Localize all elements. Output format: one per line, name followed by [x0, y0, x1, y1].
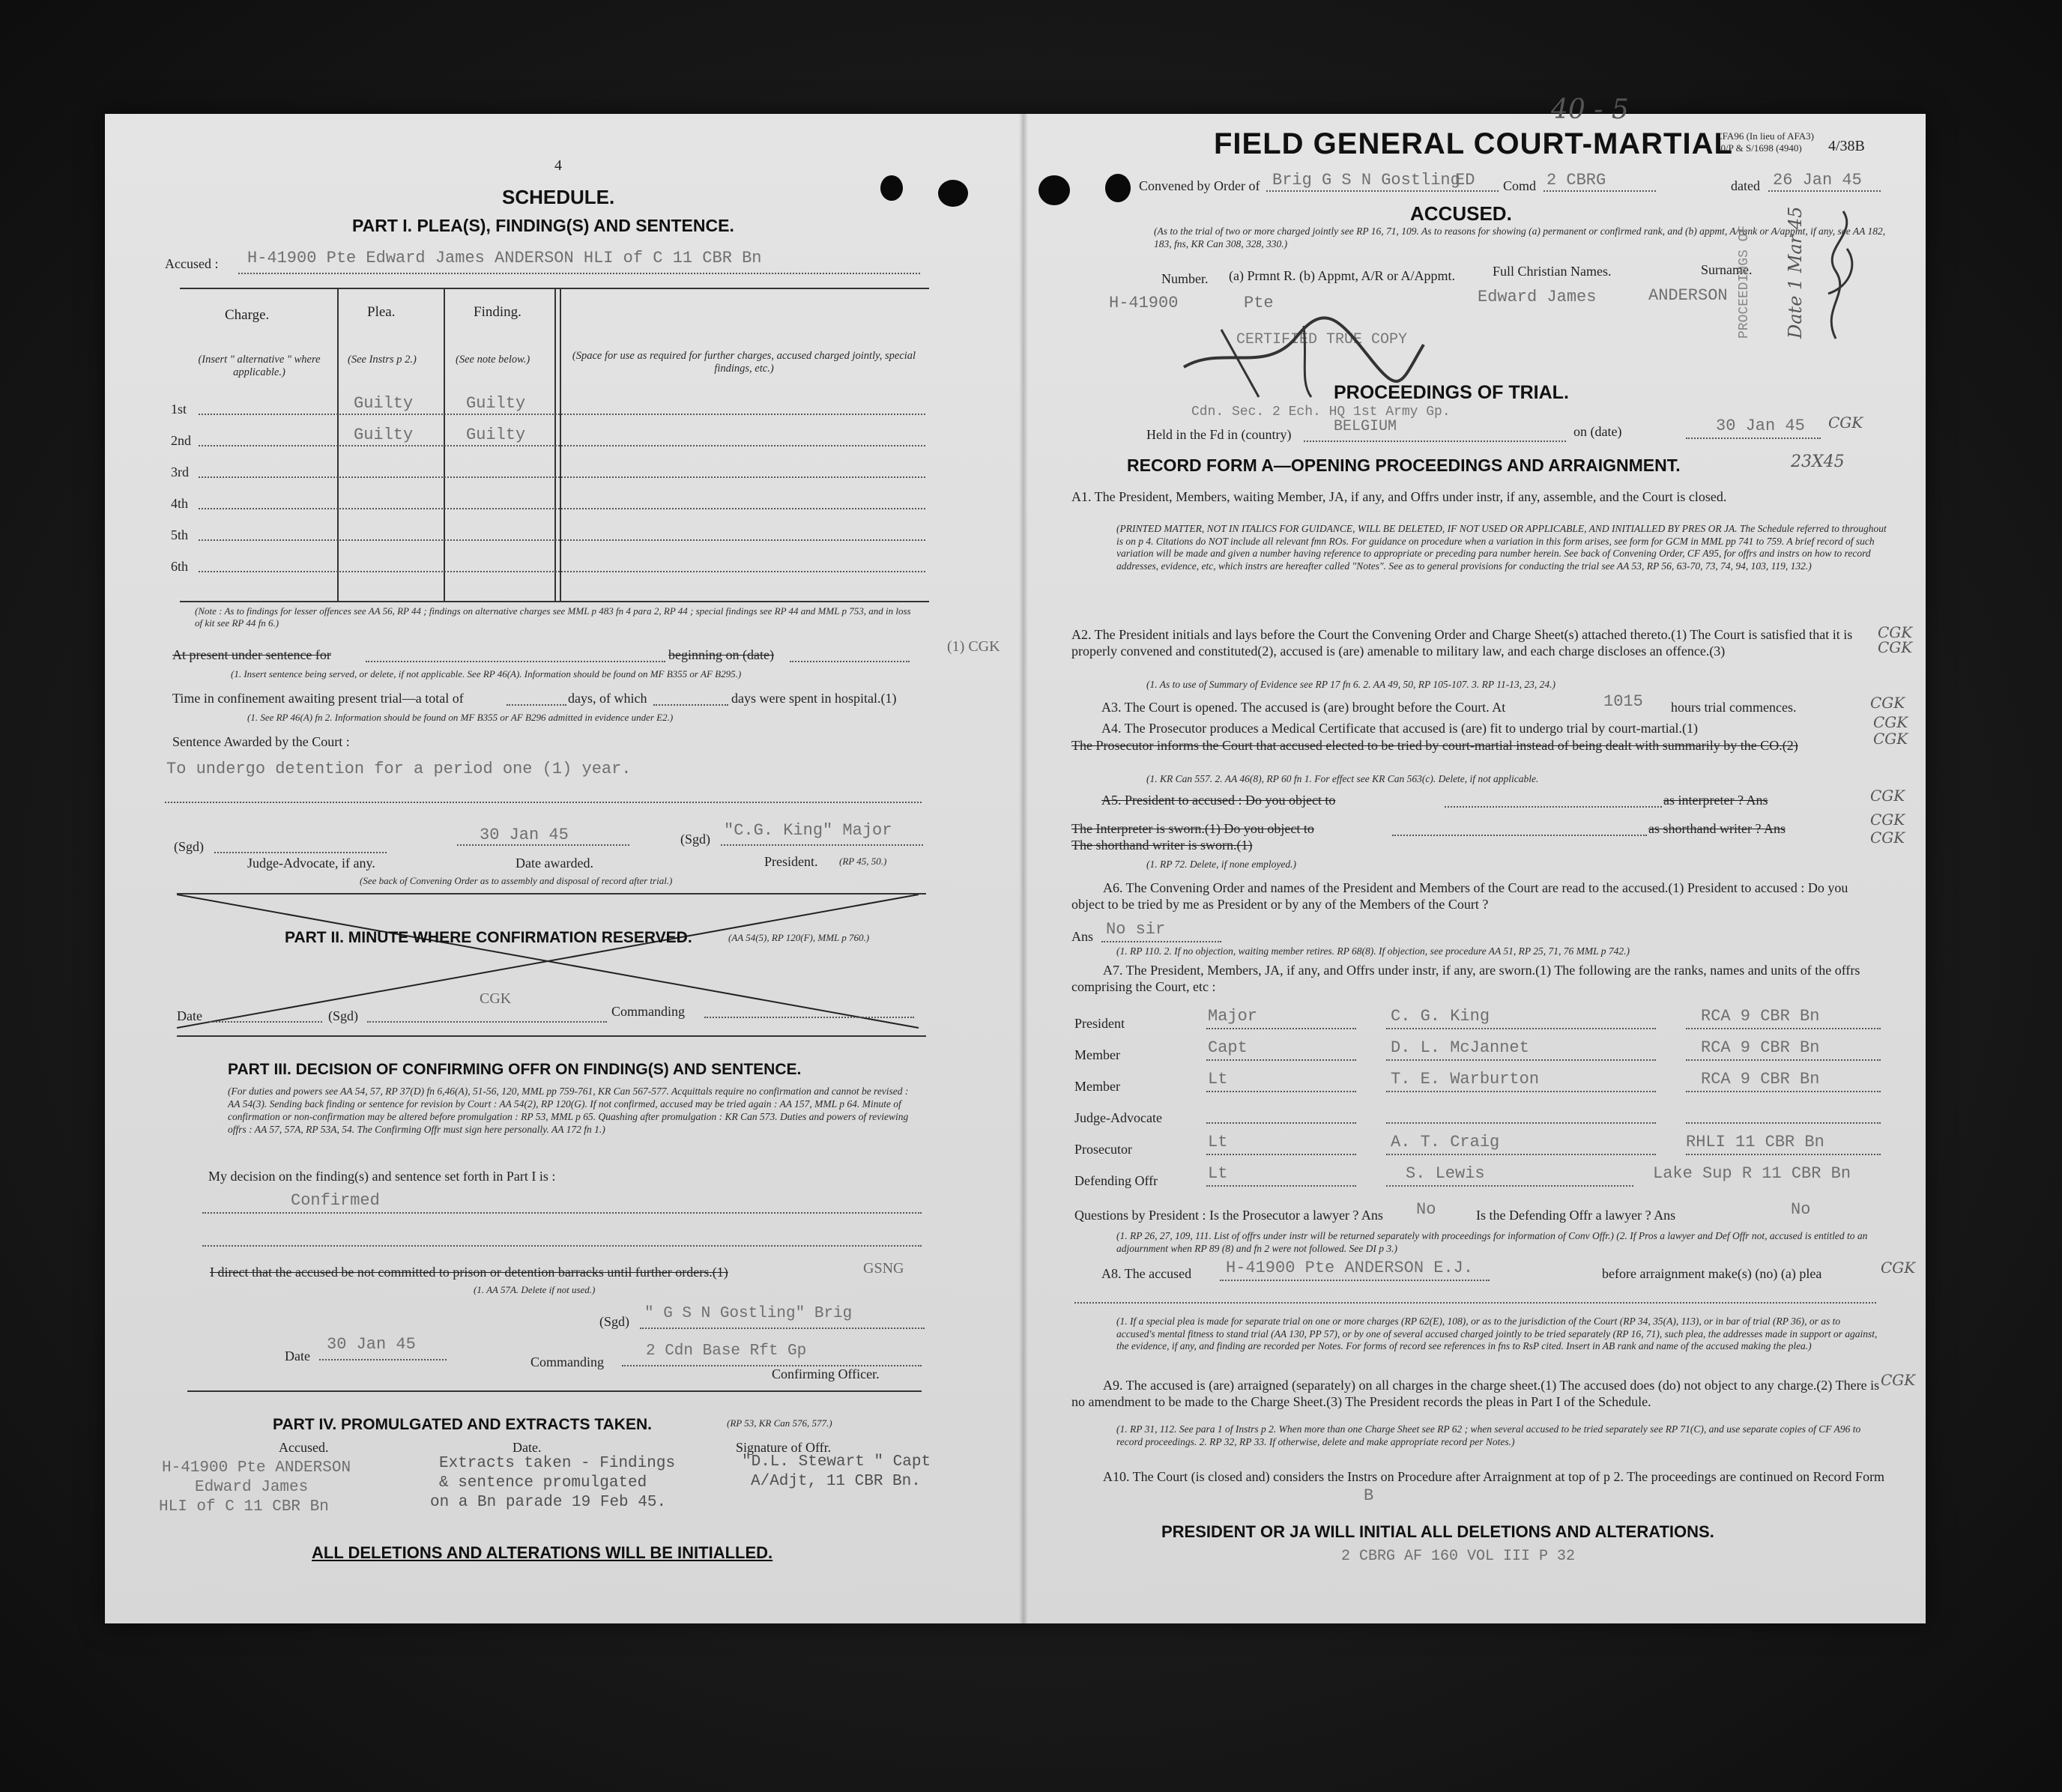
part2-date-line: [210, 1021, 322, 1023]
bottom-ref: 2 CBRG AF 160 VOL III P 32: [1341, 1548, 1576, 1565]
conf-sgd: (Sgd): [599, 1314, 629, 1329]
record-a-handwritten: 23X45: [1791, 452, 1845, 471]
questions-note: (1. RP 26, 27, 109, 111. List of offrs under instr will be returned separately with proceedings for information of Conv Offr.) (2. If Pros a lawyer and Def Offr not, accused is entitled to an adjournment when RP 89 (8) and fn 2 were not followed. See DI p 3.): [1116, 1230, 1868, 1254]
confirming-officer: Confirming Officer.: [772, 1366, 880, 1381]
side-stamp: PROCEEDINGS OF: [1737, 225, 1752, 339]
rank-value: Pte: [1244, 294, 1274, 312]
record-a-title: RECORD FORM A—OPENING PROCEEDINGS AND ARRAIGNMENT.: [1127, 455, 1681, 475]
on-dates-initials: CGK: [1828, 414, 1863, 432]
side-date: Date 1 Mar 45: [1785, 206, 1806, 339]
ja-if-any: Judge-Advocate, if any.: [247, 856, 375, 871]
court-line: [1206, 1059, 1356, 1061]
present-sentence: At present under sentence for: [172, 647, 331, 662]
p4-signature-line: "D.L. Stewart " Capt: [742, 1453, 931, 1471]
court-name: C. G. King: [1391, 1007, 1490, 1026]
table-col-divider: [554, 288, 556, 601]
p4-col-date: Date.: [513, 1440, 542, 1455]
col-plea-note: (See Instrs p 2.): [348, 354, 417, 366]
direct-note: (1. AA 57A. Delete if not used.): [474, 1284, 596, 1295]
para-a5-3: The shorthand writer is sworn.(1): [1071, 838, 1253, 853]
row-label: 4th: [171, 496, 189, 511]
conf-date: 30 Jan 45: [327, 1335, 416, 1354]
president-ref: (RP 45, 50.): [839, 856, 887, 867]
court-name: A. T. Craig: [1391, 1133, 1500, 1151]
court-rank: Capt: [1208, 1038, 1248, 1057]
form-code: 4/38B: [1828, 138, 1865, 154]
a2-initials: CGK: [1878, 623, 1913, 641]
part2-sgd: (Sgd): [328, 1008, 358, 1023]
a4-initials: CGK: [1873, 713, 1908, 731]
ink-blot: [880, 175, 903, 201]
table-bottom-line: [180, 601, 929, 602]
days-hospital: days were spent in hospital.(1): [731, 691, 897, 706]
present-sentence-line: [366, 661, 665, 662]
a8-value: H-41900 Pte ANDERSON E.J.: [1226, 1259, 1474, 1277]
row-finding: Guilty: [466, 426, 526, 444]
col-space-note: (Space for use as required for further charges, accused charged jointly, special findings, etc.): [572, 350, 916, 375]
ink-blot: [1038, 175, 1070, 205]
on-dates-label: on (date): [1573, 424, 1622, 439]
court-unit: RHLI 11 CBR Bn: [1686, 1133, 1824, 1151]
insert-sentence-note: (1. Insert sentence being served, or delete, if not applicable. See RP 46(A). Information should be found on MF B355 or AF B295.): [231, 668, 742, 679]
certified-sub: Cdn. Sec. 2 Ech. HQ 1st Army Gp.: [1191, 405, 1451, 420]
a6-ans-label: Ans: [1071, 929, 1094, 944]
court-role: Member: [1074, 1079, 1120, 1094]
row-label: 3rd: [171, 464, 189, 479]
court-line: [1686, 1059, 1881, 1061]
accused-title: ACCUSED.: [1410, 202, 1512, 225]
comd-value: 2 CBRG: [1546, 171, 1606, 190]
form-ref: CFA96 (In lieu of AFA3) 40/P & S/1698 (4940): [1716, 130, 1814, 154]
p4-accused-line: Edward James: [195, 1479, 309, 1496]
a9-initials: CGK: [1881, 1371, 1916, 1389]
president-sign-line: [721, 844, 923, 846]
accused-label: Accused :: [165, 256, 219, 271]
ink-blot: [938, 180, 968, 207]
para-a2: A2. The President initials and lays before the Court the Convening Order and Charge Sheet(s) attached thereto.(1) The Court is satisfied that it is properly convened and constituted(2), accused is (are) amenable to military law, and each charge discloses an offence.(3): [1071, 627, 1853, 659]
number-label: Number.: [1161, 271, 1209, 286]
para-a5-1b: as interpreter ? Ans: [1663, 793, 1768, 808]
table-col-divider: [337, 288, 339, 601]
court-role: Judge-Advocate: [1074, 1110, 1162, 1125]
date-awarded-value: 30 Jan 45: [480, 826, 569, 844]
part1-title: PART I. PLEA(S), FINDING(S) AND SENTENCE.: [352, 216, 734, 235]
a3-end: hours trial commences.: [1671, 700, 1797, 715]
a2-note: (1. As to use of Summary of Evidence see RP 17 fn 6. 2. AA 49, 50, RP 105-107. 3. RP 11-13, 23, 24.): [1146, 679, 1556, 690]
table-col-divider: [560, 288, 561, 601]
sgd-president: (Sgd): [680, 832, 710, 847]
a8-initials: CGK: [1881, 1259, 1916, 1277]
document-sheet: [105, 94, 1926, 1623]
part2-cross-out: [177, 895, 926, 1029]
p4-col-accused: Accused.: [279, 1440, 329, 1455]
col-finding: Finding.: [474, 304, 521, 320]
convened-label: Convened by Order of: [1139, 178, 1260, 193]
para-a4: A4. The Prosecutor produces a Medical Certificate that accused is (are) fit to undergo trial by court-martial.(1): [1101, 721, 1699, 736]
decision-line: [202, 1212, 922, 1214]
confirming-signature: " G S N Gostling" Brig: [644, 1305, 853, 1322]
p4-col-signature: Signature of Offr.: [736, 1440, 832, 1455]
a8-note: (1. If a special plea is made for separate trial on one or more charges (RP 62(E), 108), or as to the jurisdiction of the Court (RP 34, 35(A), 113), or in bar of trial (RP 36), or as to accused's mental fitness to stand trial (AA 130, PP 57), or by one of several accused charged jointly to be tried separately (RP 16, 71), such plea, the addresses made in support or against, the evidence, if any, and finding are recorded per Notes. For forms of record see references in fns to RsP cited. Insert in AB rank and name of the accused making the plea.): [1116, 1316, 1878, 1351]
court-line: [1206, 1028, 1356, 1029]
court-line: [1386, 1185, 1633, 1187]
court-unit: RCA 9 CBR Bn: [1701, 1070, 1820, 1089]
part2-ref: (AA 54(5), RP 120(F), MML p 760.): [728, 932, 870, 943]
row-label: 6th: [171, 559, 189, 574]
divider: [177, 1035, 926, 1037]
court-rank: Lt: [1208, 1164, 1228, 1183]
questions-mid: Is the Defending Offr a lawyer ? Ans: [1476, 1208, 1676, 1223]
para-a5-1: A5. President to accused : Do you object to: [1101, 793, 1336, 808]
court-role: Member: [1074, 1047, 1120, 1062]
a4-struck: The Prosecutor informs the Court that accused elected to be tried by court-martial instead of being dealt with summarily by the CO.(2): [1071, 738, 1798, 753]
names-label: Full Christian Names.: [1493, 264, 1612, 279]
page-fold: [1019, 114, 1028, 1623]
ja-sign-line: [214, 852, 387, 853]
court-unit: Lake Sup R 11 CBR Bn: [1653, 1164, 1851, 1183]
para-a10: A10. The Court (is closed and) considers the Instrs on Procedure after Arraignment at top of p 2. The proceedings are continued on Record Form: [1103, 1469, 1885, 1484]
questions-ans1: No: [1416, 1200, 1436, 1219]
court-line: [1386, 1154, 1656, 1155]
questions-ans2: No: [1791, 1200, 1811, 1219]
conf-commanding-label: Commanding: [530, 1354, 604, 1369]
proceedings-title: PROCEEDINGS OF TRIAL.: [1334, 382, 1569, 403]
part2-title: PART II. MINUTE WHERE CONFIRMATION RESERVED.: [285, 929, 692, 946]
a6-ans-line: [1101, 941, 1221, 942]
a6-ans: No sir: [1106, 920, 1166, 939]
court-name: D. L. McJannet: [1391, 1038, 1529, 1057]
p4-accused-line: H-41900 Pte ANDERSON: [162, 1459, 351, 1477]
page-number: 4: [554, 157, 562, 174]
conf-sign-line: [640, 1328, 925, 1329]
court-line: [1386, 1028, 1656, 1029]
a5-initials: CGK: [1870, 829, 1905, 847]
para-a1: A1. The President, Members, waiting Member, JA, if any, and Offrs under instr, if any, assemble, and the Court is closed.: [1071, 489, 1727, 504]
row-line: [199, 508, 925, 509]
number-value: H-41900: [1109, 294, 1179, 312]
col-plea: Plea.: [367, 304, 396, 320]
fn1-initials: (1) CGK: [947, 638, 1000, 655]
dated-label: dated: [1731, 178, 1760, 193]
part2-commanding: Commanding: [611, 1004, 685, 1019]
court-line: [1386, 1059, 1656, 1061]
a5-initials: CGK: [1870, 811, 1905, 829]
confinement-days-line: [507, 704, 566, 706]
sgd-ja: (Sgd): [174, 839, 204, 854]
conf-date-label: Date: [285, 1348, 310, 1363]
conf-commanding: 2 Cdn Base Rft Gp: [646, 1343, 807, 1360]
side-signature: [1806, 204, 1873, 346]
p4-accused-line: HLI of C 11 CBR Bn: [159, 1498, 329, 1516]
row-line: [199, 414, 925, 415]
court-line: [1386, 1091, 1656, 1092]
row-line: [199, 476, 925, 478]
para-a8: A8. The accused: [1101, 1266, 1192, 1281]
para-a9: A9. The accused is (are) arraigned (separately) on all charges in the charge sheet.(1) The accused does (do) not object to any charge.(2) There is no amendment to be made to the Charge Sheet.(3) The President records the pleas in Part I of the Schedule.: [1071, 1378, 1880, 1409]
para-a7: A7. The President, Members, JA, if any, and Offrs under instr, if any, are sworn.(1) The following are the ranks, names and units of the offrs comprising the Court, etc :: [1071, 963, 1860, 994]
accused-line: [238, 273, 920, 274]
beginning-on: beginning on (date): [668, 647, 774, 662]
court-line: [1206, 1091, 1356, 1092]
a5-initials: CGK: [1870, 787, 1905, 805]
part2-date: Date: [177, 1008, 202, 1023]
court-rank: Lt: [1208, 1070, 1228, 1089]
sentence-value: To undergo detention for a period one (1) year.: [166, 760, 632, 778]
part2-sign-line: [367, 1021, 607, 1023]
para-a3: A3. The Court is opened. The accused is (are) brought before the Court. At: [1101, 700, 1506, 715]
court-line: [1206, 1154, 1356, 1155]
court-line: [1686, 1154, 1881, 1155]
direct-text: I direct that the accused be not committed to prison or detention barracks until further orders.(1): [210, 1265, 728, 1280]
row-label: 1st: [171, 402, 187, 417]
row-label: 5th: [171, 527, 189, 542]
p4-date-line: on a Bn parade 19 Feb 45.: [430, 1494, 667, 1511]
right-footer: PRESIDENT OR JA WILL INITIAL ALL DELETIONS AND ALTERATIONS.: [1161, 1522, 1714, 1541]
convening-back-note: (See back of Convening Order as to assembly and disposal of record after trial.): [360, 875, 673, 886]
court-unit: RCA 9 CBR Bn: [1701, 1007, 1820, 1026]
certified-stamp: CERTIFIED TRUE COPY: [1236, 331, 1408, 348]
court-line: [1386, 1122, 1656, 1124]
para-a6: A6. The Convening Order and names of the President and Members of the Court are read to the accused.(1) President to accused : Do you object to be tried by me as President or by any of the Members of the Court ?: [1071, 880, 1848, 912]
court-unit: RCA 9 CBR Bn: [1701, 1038, 1820, 1057]
surname-value: ANDERSON: [1648, 286, 1728, 305]
a10-value: B: [1364, 1486, 1374, 1505]
a9-note: (1. RP 31, 112. See para 1 of Instrs p 2. When more than one Charge Sheet see RP 62 ; when several accused to be tried separately see RP 71(C), and use separate copies of CF A96 to record proceedings. 2. RP 32, RP 33. If otherwise, delete and make appropriate record per Notes.): [1116, 1423, 1861, 1447]
on-dates-value: 30 Jan 45: [1716, 417, 1805, 435]
comd-label: Comd: [1503, 178, 1537, 193]
days-of-which: days, of which: [568, 691, 647, 706]
sentence-label: Sentence Awarded by the Court :: [172, 734, 350, 749]
direct-initials: GSNG: [863, 1260, 904, 1277]
time-confinement: Time in confinement awaiting present trial—a total of: [172, 691, 464, 706]
dated-line: [1768, 190, 1881, 192]
accused-note: (As to the trial of two or more charged jointly see RP 16, 71, 109. As to reasons for showing (a) permanent or confirmed rank, and (b) appmt, A/rank or A/appmt, if any, see AA 182, 183, fns, KR Can 308, 328, 330.): [1154, 225, 1886, 249]
a8-plea-line: [1074, 1302, 1876, 1304]
row-plea: Guilty: [354, 394, 414, 413]
court-line: [1686, 1091, 1881, 1092]
row-line: [199, 445, 925, 447]
document-title: FIELD GENERAL COURT-MARTIAL: [1214, 127, 1733, 160]
court-name: S. Lewis: [1406, 1164, 1485, 1183]
part2-commanding-line: [704, 1017, 914, 1018]
para-a5-2: The Interpreter is sworn.(1) Do you object to: [1071, 821, 1314, 836]
a4-note: (1. KR Can 557. 2. AA 46(8), RP 60 fn 1. For effect see KR Can 563(c). Delete, if not applicable.: [1146, 773, 1539, 784]
conf-date-line: [319, 1359, 447, 1360]
part3-title: PART III. DECISION OF CONFIRMING OFFR ON FINDING(S) AND SENTENCE.: [228, 1061, 802, 1078]
rank-label: (a) Prmnt R. (b) Appmt, A/R or A/Appmt.: [1229, 268, 1456, 283]
president-signature: "C.G. King" Major: [724, 821, 892, 840]
a2-initials: CGK: [1878, 638, 1913, 656]
schedule-title: SCHEDULE.: [502, 186, 615, 208]
decision-label: My decision on the finding(s) and sentence set forth in Part I is :: [208, 1169, 556, 1184]
court-name: T. E. Warburton: [1391, 1070, 1540, 1089]
row-plea: Guilty: [354, 426, 414, 444]
sentence-line: [165, 802, 922, 803]
questions-label: Questions by President : Is the Prosecutor a lawyer ? Ans: [1074, 1208, 1383, 1223]
col-charge: Charge.: [225, 307, 270, 323]
a3-time: 1015: [1603, 692, 1643, 711]
convened-ed: ED: [1455, 171, 1475, 190]
p4-signature-line: A/Adjt, 11 CBR Bn.: [751, 1473, 921, 1490]
table-col-divider: [444, 288, 445, 601]
date-awarded: Date awarded.: [516, 856, 593, 871]
beginning-line: [790, 661, 910, 662]
para-a5-2b: as shorthand writer ? Ans: [1648, 821, 1786, 836]
held-label: Held in the Fd in (country): [1146, 427, 1292, 442]
printed-matter-note: (PRINTED MATTER, NOT IN ITALICS FOR GUIDANCE, WILL BE DELETED, IF NOT USED OR APPLICABLE, AND INITIALLED BY PRES OR JA. The Schedule referred to throughout is on p 4. Citations do NOT include all relevant fmn ROs. For guidance on procedure when a variation in this form arises, see form for GCM in MML pp 741 to 759. A brief record of such variation will be made and given a number having reference to appropriate or preceding para number herein. See back of Convening Order, CF A95, for offrs and instrs on how to record addresses, evidence, etc, which instrs are hereafter called "Notes". See as to general provisions for conducting the trial see AA 53, RP 56, 63-70, 73, 74, 94, 103, 119, 132.): [1116, 523, 1887, 572]
on-dates-line: [1686, 438, 1821, 439]
a5-note: (1. RP 72. Delete, if none employed.): [1146, 859, 1296, 870]
a6-note: (1. RP 110. 2. If no objection, waiting member retires. RP 68(8). If objection, see procedure AA 51, RP 25, 71, 76 MML p 742.): [1116, 945, 1630, 957]
row-label: 2nd: [171, 433, 191, 448]
court-role: President: [1074, 1016, 1125, 1031]
divider: [187, 1390, 922, 1392]
court-line: [1206, 1185, 1356, 1187]
dated-value: 26 Jan 45: [1773, 171, 1862, 190]
part2-initials: CGK: [480, 990, 512, 1007]
held-line: [1304, 441, 1566, 442]
p4-date-line: Extracts taken - Findings: [439, 1455, 676, 1472]
a8-line: [1220, 1280, 1490, 1281]
decision-value: Confirmed: [291, 1191, 380, 1210]
convened-by: Brig G S N Gostling: [1272, 171, 1460, 190]
p4-date-line: & sentence promulgated: [439, 1474, 647, 1492]
confinement-note: (1. See RP 46(A) fn 2. Information should be found on MF B355 or AF B296 admitted in evidence under E2.): [247, 712, 674, 723]
col-charge-note: (Insert " alternative " where applicable.): [198, 354, 321, 378]
court-line: [1686, 1028, 1881, 1029]
row-line: [199, 539, 925, 541]
a4-initials: CGK: [1873, 730, 1908, 748]
a3-initials: CGK: [1870, 694, 1905, 712]
interpreter-line: [1445, 806, 1662, 808]
left-footer: ALL DELETIONS AND ALTERATIONS WILL BE INITIALLED.: [312, 1543, 773, 1562]
decision-line: [202, 1245, 922, 1247]
date-awarded-line: [457, 844, 629, 846]
court-role: Prosecutor: [1074, 1142, 1132, 1157]
shorthand-line: [1392, 835, 1647, 836]
row-line: [199, 571, 925, 572]
part4-ref: (RP 53, KR Can 576, 577.): [727, 1417, 832, 1429]
accused-value: H-41900 Pte Edward James ANDERSON HLI of C 11 CBR Bn: [247, 249, 762, 267]
president-label: President.: [764, 854, 818, 869]
ink-blot: [1105, 174, 1131, 202]
handwritten-top: 40 - 5: [1551, 94, 1629, 125]
part4-title: PART IV. PROMULGATED AND EXTRACTS TAKEN.: [273, 1416, 652, 1433]
names-value: Edward James: [1478, 288, 1597, 306]
surname-label: Surname.: [1701, 262, 1753, 277]
court-rank: Major: [1208, 1007, 1258, 1026]
part3-note: (For duties and powers see AA 54, 57, RP 37(D) fn 6,46(A), 51-56, 120, MML pp 759-761, KR Can 567-577. Acquittals require no confirmation and cannot be revised : AA 54(3). Sending back finding or sentence for revision by Court : AA 54(2), RP 120(G). If not confirmed, accused may be tried again : AA 157, MML p 64. Minute of confirmation or non-confirmation may be altered before promulgation : RP 53, MML p 65. Quashing after promulgation : KR Can 573. Duties and powers of reviewing offrs : AA 57, 57A, RP 53A, 54. The Confirming Offr must sign here personally. AA 172 fn 1.): [228, 1086, 909, 1135]
row-finding: Guilty: [466, 394, 526, 413]
hospital-days-line: [653, 704, 728, 706]
court-line: [1206, 1122, 1356, 1124]
held-value: BELGIUM: [1334, 418, 1397, 435]
a8-end: before arraignment make(s) (no) (a) plea: [1602, 1266, 1822, 1281]
convened-line: [1266, 190, 1499, 192]
comd-line: [1544, 190, 1656, 192]
court-role: Defending Offr: [1074, 1173, 1158, 1188]
col-finding-note: (See note below.): [456, 354, 530, 366]
court-line: [1686, 1122, 1881, 1124]
court-rank: Lt: [1208, 1133, 1228, 1151]
table-note: (Note : As to findings for lesser offences see AA 56, RP 44 ; findings on alternative charges see MML p 483 fn 4 para 2, RP 44 ; special findings see RP 44 and MML p 753, and in loss of kit see RP 44 fn 6.): [195, 605, 911, 629]
